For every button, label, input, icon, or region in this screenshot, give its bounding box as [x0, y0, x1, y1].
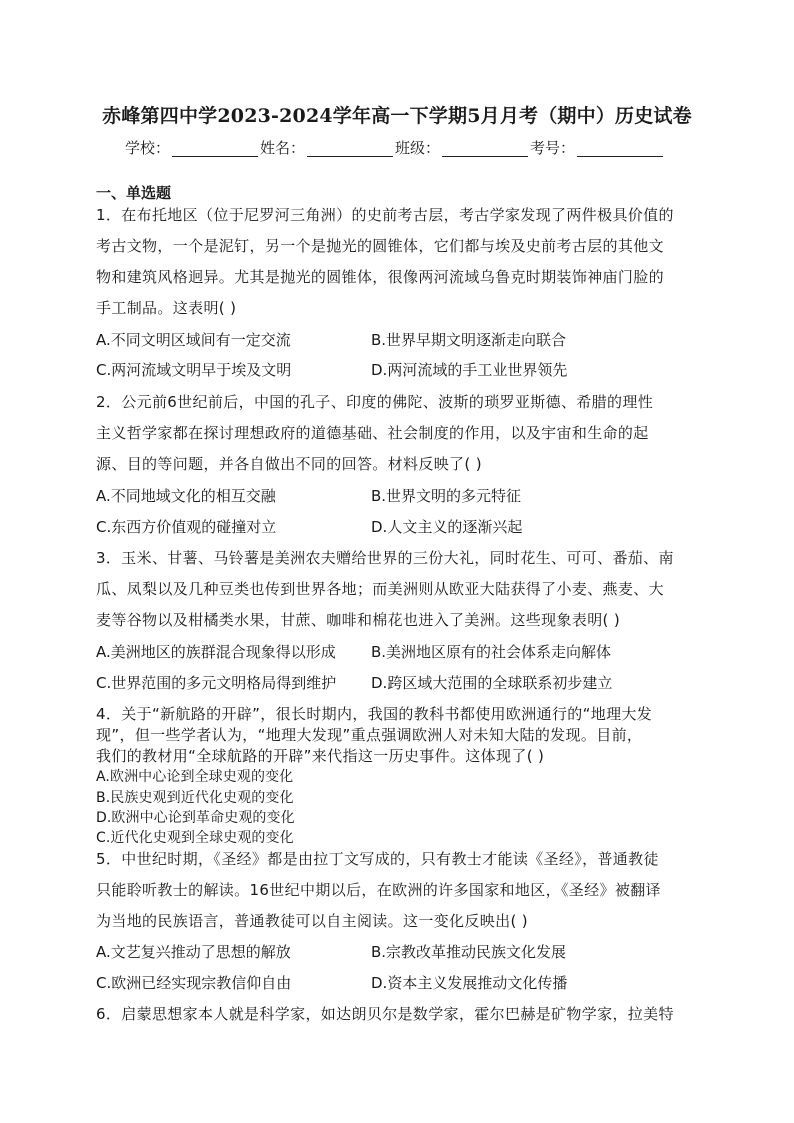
question-2-line: 源、目的等问题，并各自做出不同的回答。材料反映了( ) [96, 455, 482, 473]
class-blank[interactable] [442, 140, 528, 157]
question-3-line: 瓜、凤梨以及几种豆类也传到世界各地；而美洲则从欧亚大陆获得了小麦、燕麦、大 [96, 580, 664, 598]
question-3-line: 3．玉米、甘薯、马铃薯是美洲农夫赠给世界的三份大礼，同时花生、可可、番茄、南 [96, 549, 674, 567]
school-label: 学校： [125, 139, 171, 157]
question-1-line: 1．在布托地区（位于尼罗河三角洲）的史前考古层，考古学家发现了两件极具价值的 [96, 206, 674, 224]
question-5-option-b: B.宗教改革推动民族文化发展 [371, 943, 567, 961]
question-2-option-a: A.不同地域文化的相互交融 [96, 487, 276, 505]
name-label: 姓名： [260, 139, 306, 157]
question-1-option-c: C.两河流域文明早于埃及文明 [96, 361, 292, 379]
school-blank[interactable] [172, 140, 258, 157]
section-heading: 一、单选题 [96, 184, 172, 202]
exam-title: 赤峰第四中学2023-2024学年高一下学期5月月考（期中）历史试卷 [102, 105, 692, 127]
question-3-line: 麦等谷物以及柑橘类水果，甘蔗、咖啡和棉花也进入了美洲。这些现象表明( ) [96, 611, 621, 629]
question-1-option-d: D.两河流域的手工业世界领先 [371, 361, 568, 379]
question-3-option-d: D.跨区域大范围的全球联系初步建立 [371, 674, 613, 692]
question-1-line: 物和建筑风格迥异。尤其是抛光的圆锥体，很像两河流域乌鲁克时期装饰神庙门脸的 [96, 268, 664, 286]
question-1-option-a: A.不同文明区域间有一定交流 [96, 331, 291, 349]
question-2-line: 主义哲学家都在探讨理想政府的道德基础、社会制度的作用，以及宇宙和生命的起 [96, 424, 649, 442]
name-blank[interactable] [307, 140, 393, 157]
number-label: 考号： [530, 139, 576, 157]
question-3-option-c: C.世界范围的多元文明格局得到维护 [96, 674, 337, 692]
question-5-line: 5．中世纪时期，《圣经》都是由拉丁文写成的，只有教士才能读《圣经》，普通教徒 [96, 850, 659, 868]
question-4-line: 现”，但一些学者认为，“地理大发现”重点强调欧洲人对未知大陆的发现。目前， [96, 726, 643, 744]
question-5-line: 为当地的民族语言，普通教徒可以自主阅读。这一变化反映出( ) [96, 912, 528, 930]
question-4-option-a: A.欧洲中心论到全球史观的变化 [96, 769, 294, 785]
question-5-option-c: C.欧洲已经实现宗教信仰自由 [96, 974, 292, 992]
question-3-option-a: A.美洲地区的族群混合现象得以形成 [96, 643, 336, 661]
question-4-option-c: C.近代化史观到全球史观的变化 [96, 830, 294, 846]
question-2-line: 2．公元前6世纪前后，中国的孔子、印度的佛陀、波斯的琐罗亚斯德、希腊的理性 [96, 393, 654, 411]
student-info-row [125, 137, 665, 158]
question-2-option-d: D.人文主义的逐渐兴起 [371, 518, 523, 536]
question-4-line: 4．关于“新航路的开辟”，很长时期内，我国的教科书都使用欧洲通行的“地理大发 [96, 705, 653, 723]
question-2-option-b: B.世界文明的多元特征 [371, 487, 522, 505]
question-5-line: 只能聆听教士的解读。16世纪中期以后，在欧洲的许多国家和地区，《圣经》被翻译 [96, 881, 661, 899]
question-4-option-d: D.欧洲中心论到革命史观的变化 [96, 810, 295, 826]
question-1-line: 考古文物，一个是泥钉，另一个是抛光的圆锥体，它们都与埃及史前考古层的其他文 [96, 237, 664, 255]
question-4-option-b: B.民族史观到近代化史观的变化 [96, 790, 294, 806]
question-6-line: 6．启蒙思想家本人就是科学家，如达朗贝尔是数学家，霍尔巴赫是矿物学家，拉美特 [96, 1005, 674, 1023]
question-1-line: 手工制品。这表明( ) [96, 299, 237, 317]
question-1-option-b: B.世界早期文明逐渐走向联合 [371, 331, 567, 349]
question-3-option-b: B.美洲地区原有的社会体系走向解体 [371, 643, 612, 661]
question-4-line: 我们的教材用“全球航路的开辟”来代指这一历史事件。这体现了( ) [96, 747, 545, 765]
question-2-option-c: C.东西方价值观的碰撞对立 [96, 518, 277, 536]
class-label: 班级： [395, 139, 441, 157]
question-5-option-d: D.资本主义发展推动文化传播 [371, 974, 568, 992]
question-5-option-a: A.文艺复兴推动了思想的解放 [96, 943, 291, 961]
number-blank[interactable] [577, 140, 663, 157]
